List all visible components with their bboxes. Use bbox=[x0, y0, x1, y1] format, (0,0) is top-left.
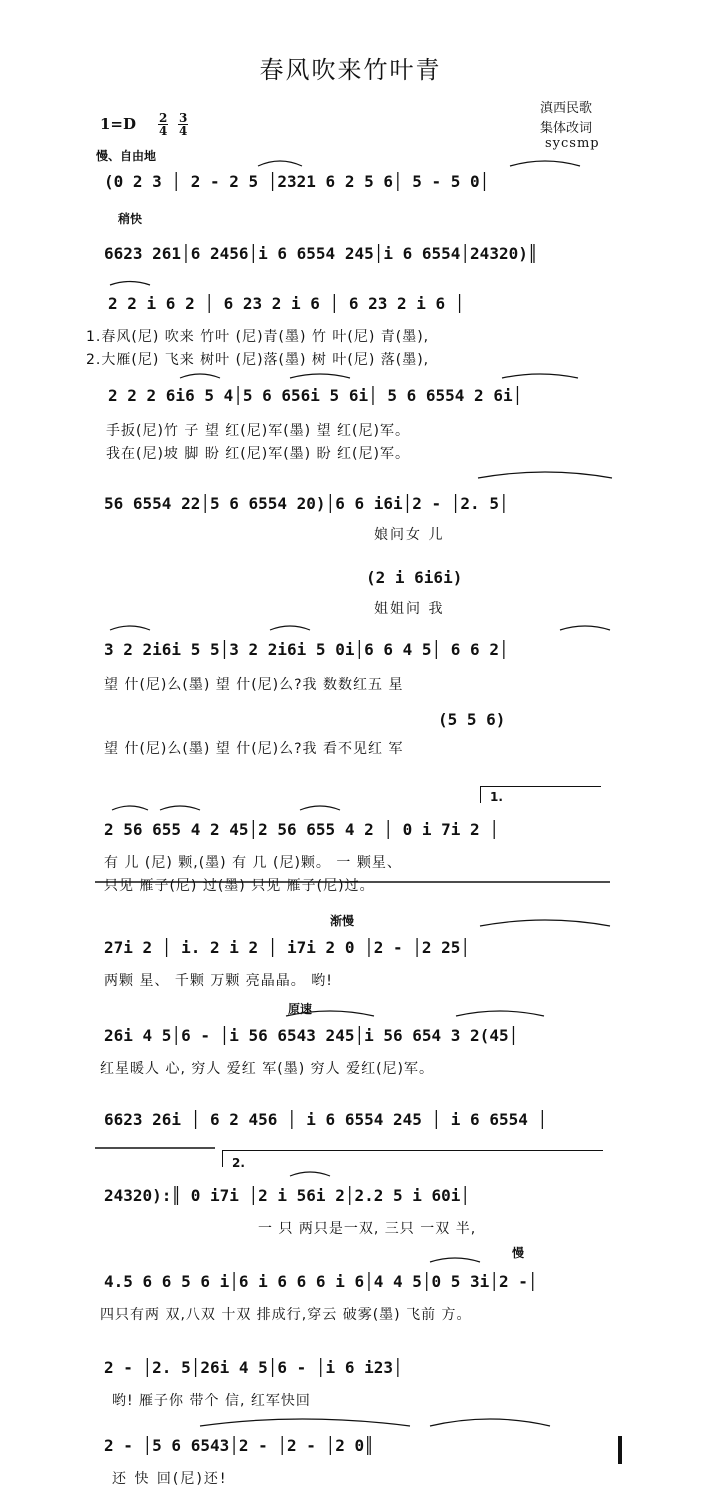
lyric-line-7: 望 什(尼)么(墨) 望 什(尼)么?我 数数红五 星 bbox=[104, 677, 404, 693]
time-signature-a: $\frac{2}{4}$ bbox=[159, 111, 168, 138]
notation-line-7: 3 2 2i6i 5 5│3 2 2i6i 5 0i│6 6 4 5│ 6 6 2│ bbox=[104, 640, 509, 659]
lyric-line-13: 一 只 两只是一双, 三只 一双 半, bbox=[258, 1221, 477, 1237]
notation-line-9: 2 56 655 4 2 45│2 56 655 4 2 │ 0 i 7i 2 │ bbox=[104, 820, 499, 839]
tempo-mark-slowing: 渐慢 bbox=[330, 914, 355, 928]
notation-line-6-alt: (2 i 6i6i) bbox=[366, 568, 463, 587]
lyric-verse-1-line-3: 1.春风(尼) 吹来 竹叶 (尼)青(墨) 竹 叶(尼) 青(墨), bbox=[86, 329, 430, 345]
slur-arc bbox=[430, 1419, 550, 1426]
slur-arc bbox=[290, 374, 350, 378]
song-title: 春风吹来竹叶青 bbox=[259, 56, 442, 84]
slur-arc bbox=[180, 374, 220, 378]
key-signature: 1=D bbox=[100, 115, 137, 133]
slur-arc bbox=[480, 920, 610, 926]
slur-arc bbox=[200, 1419, 410, 1426]
slur-arc bbox=[300, 806, 340, 810]
notation-line-14: 4.5 6 6 5 6 i│6 i 6 6 6 i 6│4 4 5│0 5 3i│2 -│ bbox=[104, 1272, 538, 1291]
second-ending-label: 2. bbox=[232, 1156, 245, 1170]
notation-line-16: 2 - │5 6 6543│2 - │2 - │2 0║ bbox=[104, 1436, 374, 1455]
credit-origin: 滇西民歌 bbox=[540, 101, 593, 116]
final-barline bbox=[618, 1436, 622, 1464]
lyric-line-14: 四只有两 双,八双 十双 排成行,穿云 破雾(墨) 飞前 方。 bbox=[100, 1307, 472, 1323]
lyric-line-15: 哟! 雁子你 带个 信, 红军快回 bbox=[112, 1393, 311, 1409]
slur-arc bbox=[160, 806, 200, 810]
lyric-line-11: 红星暖人 心, 穷人 爱红 军(墨) 穷人 爱红(尼)军。 bbox=[100, 1061, 434, 1077]
tempo-mark-faster: 稍快 bbox=[118, 212, 143, 226]
notation-line-1: (0 2 3 │ 2 - 2 5 │2321 6 2 5 6│ 5 - 5 0│ bbox=[104, 172, 490, 191]
slur-arc bbox=[110, 626, 150, 630]
notation-line-8-alt: (5 5 6) bbox=[438, 710, 506, 729]
slur-arc bbox=[560, 626, 610, 630]
notation-line-15: 2 - │2. 5│26i 4 5│6 - │i 6 i23│ bbox=[104, 1358, 403, 1377]
time-signature-b: $\frac{3}{4}$ bbox=[179, 111, 188, 138]
notation-line-13: 24320):║ 0 i7i │2 i 56i 2│2.2 5 i 60i│ bbox=[104, 1186, 471, 1205]
notation-line-3: 2 2 i 6 2 │ 6 23 2 i 6 │ 6 23 2 i 6 │ bbox=[108, 294, 465, 313]
slur-arc bbox=[286, 1011, 374, 1016]
lyric-line-5: 娘问女 儿 bbox=[374, 527, 445, 543]
lyric-line-6: 姐姐问 我 bbox=[374, 601, 445, 617]
tempo-mark-start: 慢、自由地 bbox=[96, 149, 157, 163]
slur-arc bbox=[290, 1172, 330, 1176]
slur-arc bbox=[502, 374, 578, 378]
credit-lyrics: 集体改词 bbox=[540, 121, 593, 136]
notation-line-5: 56 6554 22│5 6 6554 20)│6 6 i6i│2 - │2. 5│ bbox=[104, 494, 509, 513]
slur-arc bbox=[270, 626, 310, 630]
slur-arc bbox=[478, 472, 612, 478]
lyric-verse-1-line-4: 手扳(尼)竹 子 望 红(尼)军(墨) 望 红(尼)军。 bbox=[106, 423, 410, 439]
lyric-line-8: 望 什(尼)么(墨) 望 什(尼)么?我 看不见红 军 bbox=[104, 741, 404, 757]
notation-line-2: 6623 261│6 2456│i 6 6554 245│i 6 6554│24320)║ bbox=[104, 244, 538, 263]
tempo-mark-original: 原速 bbox=[288, 1002, 313, 1016]
lyric-verse-1-line-9: 有 儿 (尼) 颗,(墨) 有 几 (尼)颗。 一 颗星、 bbox=[104, 855, 402, 871]
lyric-line-10: 两颗 星、 千颗 万颗 亮晶晶。 哟! bbox=[104, 973, 333, 989]
notation-line-12: 6623 26i │ 6 2 456 │ i 6 6554 245 │ i 6 6554 │ bbox=[104, 1110, 548, 1129]
notation-line-10: 27i 2 │ i. 2 i 2 │ i7i 2 0 │2 - │2 25│ bbox=[104, 938, 471, 957]
slur-arc bbox=[110, 282, 150, 286]
slur-arc bbox=[510, 161, 580, 166]
lyric-verse-2-line-4: 我在(尼)坡 脚 盼 红(尼)军(墨) 盼 红(尼)军。 bbox=[106, 446, 410, 462]
lyric-line-16: 还 快 回(尼)还! bbox=[112, 1471, 228, 1487]
lyric-verse-2-line-3: 2.大雁(尼) 飞来 树叶 (尼)落(墨) 树 叶(尼) 落(墨), bbox=[86, 352, 430, 368]
slur-arc bbox=[456, 1011, 544, 1016]
slur-arc bbox=[430, 1258, 480, 1262]
first-ending-label: 1. bbox=[490, 790, 503, 804]
tempo-mark-slow: 慢 bbox=[512, 1246, 525, 1260]
notation-line-4: 2 2 2 6i6 5 4│5 6 656i 5 6i│ 5 6 6554 2 6i│ bbox=[108, 386, 523, 405]
credit-uploader: sycsmp bbox=[545, 136, 600, 151]
slur-arc bbox=[258, 161, 302, 166]
lyric-verse-2-line-9: 只见 雁子(尼) 过(墨) 只见 雁子(尼)过。 bbox=[104, 878, 375, 894]
notation-line-11: 26i 4 5│6 - │i 56 6543 245│i 56 654 3 2(45│ bbox=[104, 1026, 519, 1045]
slur-arc bbox=[112, 806, 148, 810]
